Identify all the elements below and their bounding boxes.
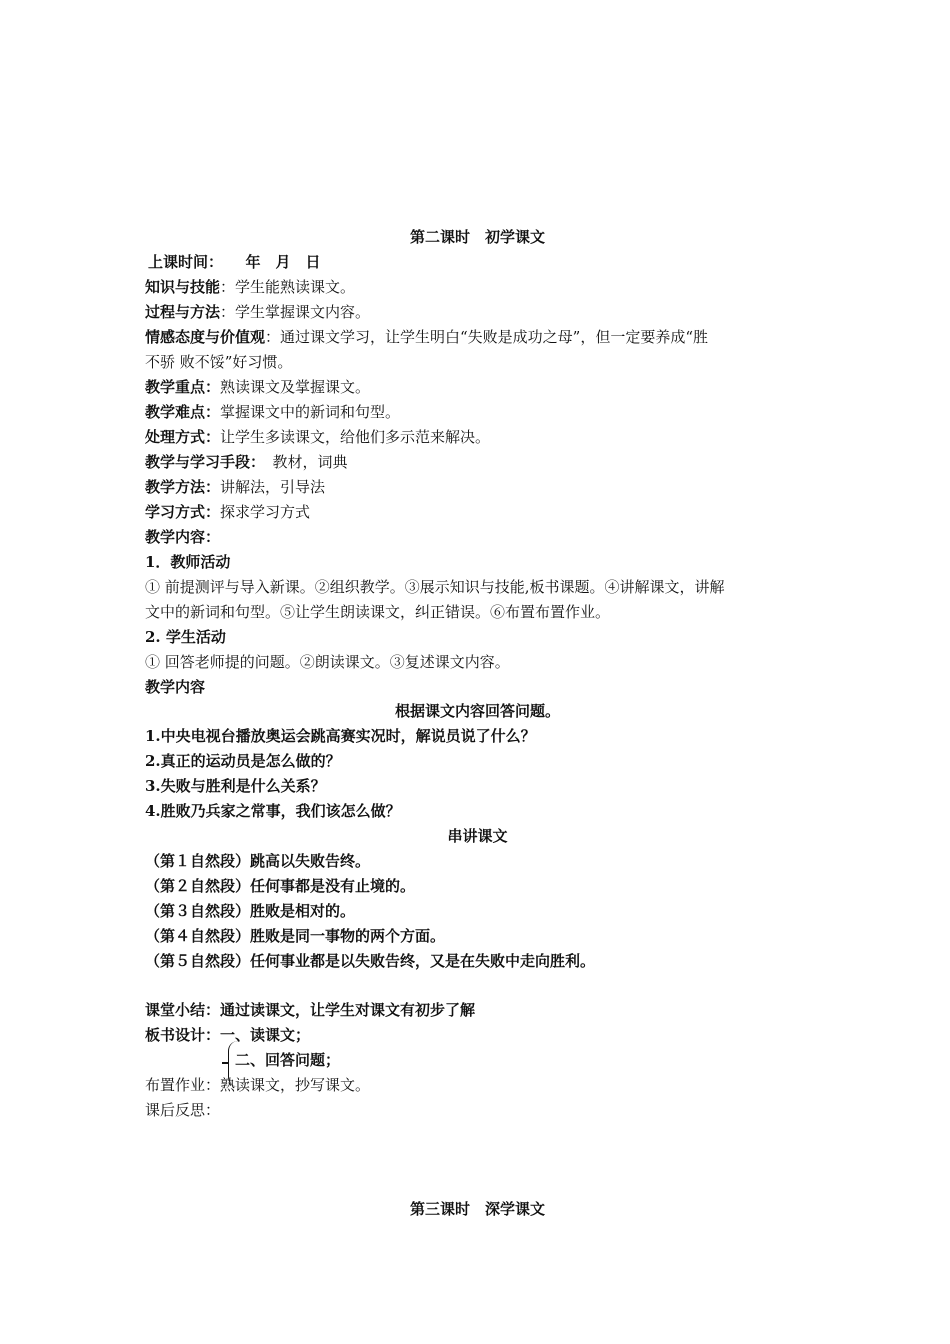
- board-item-2: 二、回答问题；: [235, 1051, 341, 1069]
- question-1: 1.中央电视台播放奥运会跳高赛实况时，解说员说了什么？: [145, 727, 536, 745]
- field-difficulty: 教学难点：掌握课文中的新词和句型。: [145, 403, 401, 421]
- field-study: 学习方式：探求学习方式: [145, 503, 311, 521]
- question-3: 3.失败与胜利是什么关系？: [145, 777, 326, 795]
- content-label-2: 教学内容: [145, 678, 206, 696]
- lecture-heading: 串讲课文: [447, 827, 508, 845]
- paragraph-1: （第１自然段）跳高以失败告终。: [145, 852, 371, 870]
- field-focus: 教学重点：熟读课文及掌握课文。: [145, 378, 371, 396]
- homework: 布置作业：熟读课文，抄写课文。: [145, 1076, 371, 1094]
- field-means: 教学与学习手段： 教材，词典: [145, 453, 348, 471]
- paragraph-5: （第５自然段）任何事业都是以失败告终，又是在失败中走向胜利。: [145, 952, 596, 970]
- goal-process: 过程与方法：学生掌握课文内容。: [145, 303, 371, 321]
- student-line-1: ① 回答老师提的问题。②朗读课文。③复述课文内容。: [145, 653, 510, 671]
- paragraph-4: （第４自然段）胜败是同一事物的两个方面。: [145, 927, 446, 945]
- field-method: 教学方法：讲解法，引导法: [145, 478, 326, 496]
- teacher-line-2: 文中的新词和句型。⑤让学生朗读课文，纠正错误。⑥布置布置作业。: [145, 603, 611, 621]
- lesson-2-title: 第二课时 初学课文: [409, 228, 545, 246]
- class-time: [148, 251, 321, 273]
- field-handling: 处理方式：让学生多读课文，给他们多示范来解决。: [145, 428, 491, 446]
- paragraph-3: （第３自然段）胜败是相对的。: [145, 902, 356, 920]
- class-time-label: 上课时间：: [148, 253, 216, 271]
- paragraph-2: （第２自然段）任何事都是没有止境的。: [145, 877, 416, 895]
- class-time-value: 年 月 日: [215, 253, 321, 271]
- goal-attitude: 情感态度与价值观：通过课文学习，让学生明白“失败是成功之母”，但一定要养成“胜: [145, 328, 709, 346]
- goal-knowledge: 知识与技能：学生能熟读课文。: [145, 278, 356, 296]
- goal-attitude-cont: 不骄 败不馁”好习惯。: [145, 353, 293, 371]
- content-label: 教学内容：: [145, 528, 221, 546]
- question-2: 2.真正的运动员是怎么做的？: [145, 752, 341, 770]
- qa-heading: 根据课文内容回答问题。: [394, 702, 560, 720]
- reflection: 课后反思：: [145, 1101, 221, 1119]
- question-4: 4.胜败乃兵家之常事，我们该怎么做？: [145, 802, 401, 820]
- teacher-heading: 1．教师活动: [145, 553, 231, 571]
- student-heading: 2. 学生活动: [145, 628, 226, 646]
- board-item-1: 一、读课文；: [220, 1026, 311, 1044]
- lesson-3-title: 第三课时 深学课文: [409, 1200, 545, 1218]
- teacher-line-1: ① 前提测评与导入新课。②组织教学。③展示知识与技能,板书课题。④讲解课文，讲解: [145, 578, 725, 596]
- board-design: 板书设计：一、读课文；: [145, 1026, 311, 1044]
- class-summary: 课堂小结：通过读课文，让学生对课文有初步了解: [145, 1001, 476, 1019]
